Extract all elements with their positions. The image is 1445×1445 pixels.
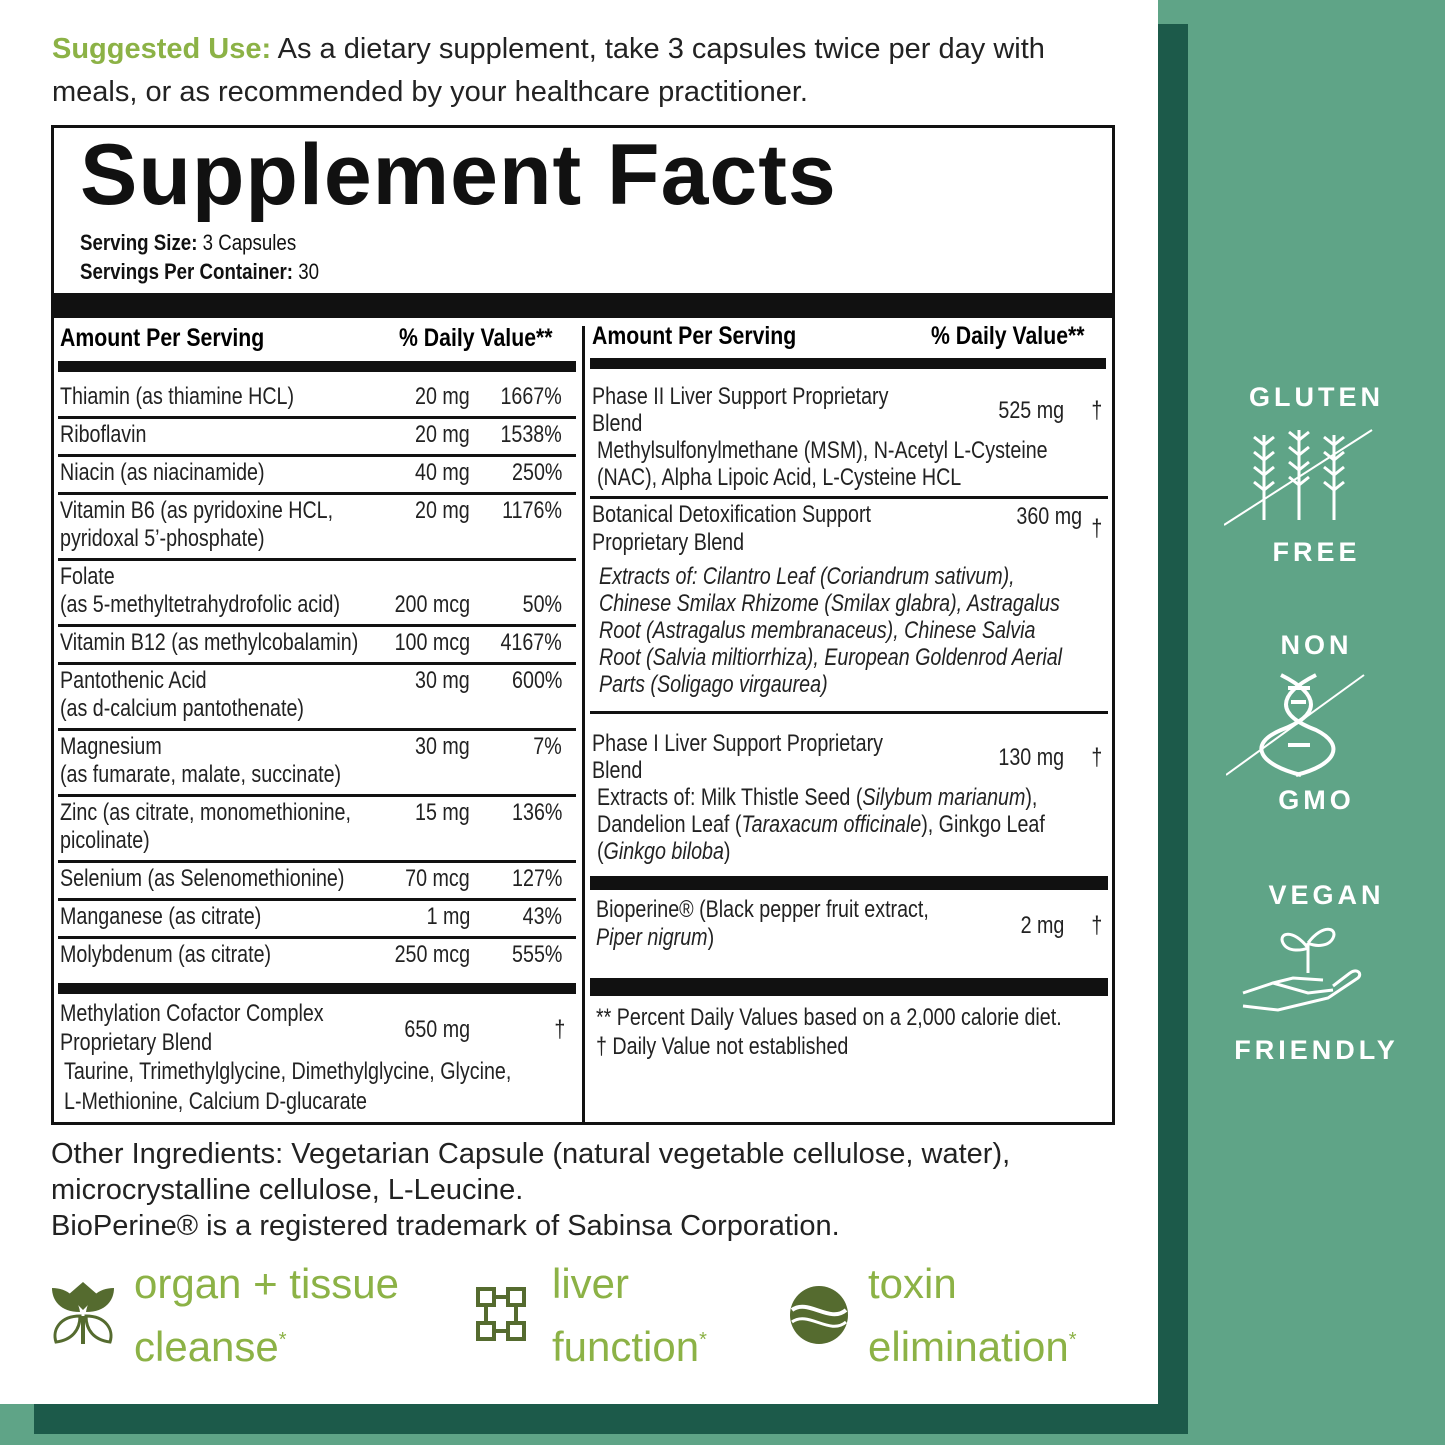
botanical-line: Parts (Soligago virgaurea) xyxy=(599,671,828,698)
nutrient-dv: 555% xyxy=(511,941,562,968)
nutrient-name: Thiamin (as thiamine HCL) xyxy=(60,383,295,410)
supplement-facts-panel xyxy=(51,125,1115,1125)
nutrient-amount: 1 mg xyxy=(426,903,470,930)
phase1-ingredients-line2: Dandelion Leaf (Taraxacum officinale), Ginkgo Leaf xyxy=(597,811,1045,838)
nutrient-amount: 15 mg xyxy=(415,799,470,826)
facts-title: Supplement Facts xyxy=(80,127,837,223)
nutrient-dv: 600% xyxy=(511,667,562,694)
bioperine-amount: 2 mg xyxy=(1020,912,1064,939)
phase1-ingredients-line1: Extracts of: Milk Thistle Seed (Silybum marianum), xyxy=(597,784,1038,811)
row-divider xyxy=(58,454,576,457)
bioperine-name2: Piper nigrum) xyxy=(596,924,715,951)
other-ingredients-text: Vegetarian Capsule (natural vegetable cellulose, water), microcrystalline cellulose, L-Leucine. xyxy=(51,1138,1011,1206)
nutrient-name-line2: (as d-calcium pantothenate) xyxy=(60,695,304,722)
nutrient-amount: 20 mg xyxy=(415,383,470,410)
nutrient-name: Vitamin B6 (as pyridoxine HCL, xyxy=(60,497,334,524)
nutrient-amount: 30 mg xyxy=(415,667,470,694)
methylation-amount: 650 mg xyxy=(404,1016,470,1043)
right-header-bar xyxy=(590,358,1106,369)
nutrient-dv: 43% xyxy=(522,903,562,930)
botanical-amount: 360 mg xyxy=(1016,503,1082,530)
dna-icon xyxy=(1226,670,1366,780)
bioperine-name: Bioperine® (Black pepper fruit extract, xyxy=(596,896,929,923)
phase1-dv: † xyxy=(1091,744,1102,771)
nutrient-amount: 30 mg xyxy=(415,733,470,760)
phase2-name2: Blend xyxy=(592,410,643,437)
nutrient-name: Riboflavin xyxy=(60,421,147,448)
hand-sprout-icon xyxy=(1238,918,1388,1018)
nutrient-dv: 1176% xyxy=(502,497,562,524)
serving-info xyxy=(80,228,319,286)
nutrient-dv: 250% xyxy=(511,459,562,486)
thick-divider xyxy=(54,293,1112,318)
bioperine-dv: † xyxy=(1091,912,1102,939)
nutrient-name-line2: picolinate) xyxy=(60,827,150,854)
nutrient-dv: 136% xyxy=(511,799,562,826)
liver-icon xyxy=(474,1285,528,1343)
divider xyxy=(590,496,1108,499)
nutrient-name-line2: (as 5-methyltetrahydrofolic acid) xyxy=(60,591,341,618)
methylation-ingredients2: L-Methionine, Calcium D-glucarate xyxy=(64,1088,367,1115)
left-header-amount: Amount Per Serving xyxy=(60,324,265,352)
left-header-bar xyxy=(58,361,576,372)
nutrient-name: Magnesium xyxy=(60,733,162,760)
other-ingredients xyxy=(51,1136,1121,1244)
nutrient-amount: 100 mcg xyxy=(394,629,470,656)
row-divider xyxy=(58,794,576,797)
footnote-daily-values: ** Percent Daily Values based on a 2,000 calorie diet. xyxy=(596,1004,1062,1031)
badge-gmo-top: NON xyxy=(1280,630,1353,660)
phase1-name: Phase I Liver Support Proprietary xyxy=(592,730,883,757)
divider xyxy=(590,711,1108,714)
row-divider xyxy=(58,728,576,731)
leaves-icon xyxy=(50,1280,116,1346)
nutrient-dv: 127% xyxy=(511,865,562,892)
footnote-dagger: † Daily Value not established xyxy=(596,1033,849,1060)
nutrient-amount: 40 mg xyxy=(415,459,470,486)
nutrient-name: Molybdenum (as citrate) xyxy=(60,941,272,968)
nutrient-name: Zinc (as citrate, monomethionine, xyxy=(60,799,351,826)
thick-divider xyxy=(590,978,1108,996)
nutrient-dv: 50% xyxy=(522,591,562,618)
trademark-note: BioPerine® is a registered trademark of Sabinsa Corporation. xyxy=(51,1210,840,1242)
nutrient-name-line2: pyridoxal 5’-phosphate) xyxy=(60,525,265,552)
badge-vegan-bottom: FRIENDLY xyxy=(1234,1035,1399,1065)
phase2-ingredients2: (NAC), Alpha Lipoic Acid, L-Cysteine HCL xyxy=(597,464,962,491)
row-divider xyxy=(58,898,576,901)
phase2-amount: 525 mg xyxy=(998,397,1064,424)
column-divider xyxy=(582,326,585,1122)
nutrient-amount: 20 mg xyxy=(415,497,470,524)
right-header-dv: % Daily Value** xyxy=(931,322,1085,350)
row-divider xyxy=(58,416,576,419)
nutrient-amount: 20 mg xyxy=(415,421,470,448)
serving-size-value: 3 Capsules xyxy=(197,230,297,255)
other-ingredients-label: Other Ingredients: xyxy=(51,1138,284,1170)
badge-vegan-top: VEGAN xyxy=(1268,880,1385,910)
servings-label: Servings Per Container: xyxy=(80,259,294,284)
nutrient-dv: 4167% xyxy=(500,629,562,656)
botanical-name2: Proprietary Blend xyxy=(592,529,745,556)
nutrient-name: Niacin (as niacinamide) xyxy=(60,459,265,486)
phase1-ingredients-line3: (Ginkgo biloba) xyxy=(597,838,731,865)
wheat-icon xyxy=(1224,425,1374,530)
methylation-ingredients: Taurine, Trimethylglycine, Dimethylglycine, Glycine, xyxy=(64,1058,512,1085)
methylation-name2: Proprietary Blend xyxy=(60,1029,213,1056)
row-divider xyxy=(58,936,576,939)
nutrient-name: Manganese (as citrate) xyxy=(60,903,262,930)
serving-size-label: Serving Size: xyxy=(80,230,198,255)
nutrient-name-line2: (as fumarate, malate, succinate) xyxy=(60,761,342,788)
right-header-amount: Amount Per Serving xyxy=(592,322,797,350)
nutrient-dv: 7% xyxy=(533,733,562,760)
nutrient-dv: 1538% xyxy=(500,421,562,448)
row-divider xyxy=(58,624,576,627)
badge-gluten-top: GLUTEN xyxy=(1249,382,1384,412)
nutrient-dv: 1667% xyxy=(500,383,562,410)
methylation-dv: † xyxy=(554,1016,565,1043)
nutrient-amount: 250 mcg xyxy=(394,941,470,968)
phase2-name: Phase II Liver Support Proprietary xyxy=(592,383,889,410)
phase2-dv: † xyxy=(1091,397,1102,424)
botanical-line: Root (Salvia miltiorrhiza), European Goldenrod Aerial xyxy=(599,644,1063,671)
row-divider xyxy=(58,492,576,495)
nutrient-amount: 70 mcg xyxy=(405,865,470,892)
methylation-name: Methylation Cofactor Complex xyxy=(60,1000,324,1027)
botanical-name: Botanical Detoxification Support xyxy=(592,501,871,528)
botanical-line: Chinese Smilax Rhizome (Smilax glabra), Astragalus xyxy=(599,590,1060,617)
botanical-line: Root (Astragalus membranaceus), Chinese Salvia xyxy=(599,617,1036,644)
nutrient-name: Pantothenic Acid xyxy=(60,667,207,694)
suggested-use xyxy=(52,28,1112,114)
row-divider xyxy=(58,860,576,863)
left-bottom-bar xyxy=(58,983,576,994)
benefit-organ-cleanse: organ + tissue cleanse* xyxy=(134,1260,400,1370)
left-header-dv: % Daily Value** xyxy=(399,324,553,352)
nutrient-name: Selenium (as Selenomethionine) xyxy=(60,865,345,892)
badge-gmo-bottom: GMO xyxy=(1278,785,1355,815)
badge-gluten-bottom: FREE xyxy=(1272,537,1361,567)
badge-sidebar xyxy=(1188,0,1445,1445)
benefit-liver-function: liver function* xyxy=(552,1260,707,1370)
nutrient-amount: 200 mcg xyxy=(394,591,470,618)
suggested-use-label: Suggested Use: xyxy=(52,33,272,65)
toxin-circle-icon xyxy=(788,1284,850,1346)
benefit-toxin-elimination: toxin elimination* xyxy=(868,1260,1077,1370)
phase1-name2: Blend xyxy=(592,757,643,784)
nutrient-name: Folate xyxy=(60,563,115,590)
servings-value: 30 xyxy=(293,259,320,284)
suggested-use-text: As a dietary supplement, take 3 capsules twice per day with meals, or as recommended by your healthcare practitioner. xyxy=(52,33,1045,108)
row-divider xyxy=(58,558,576,561)
thick-divider xyxy=(590,876,1108,890)
phase2-ingredients: Methylsulfonylmethane (MSM), N-Acetyl L-Cysteine xyxy=(597,437,1048,464)
botanical-line: Extracts of: Cilantro Leaf (Coriandrum sativum), xyxy=(599,563,1015,590)
nutrient-name: Vitamin B12 (as methylcobalamin) xyxy=(60,629,359,656)
phase1-amount: 130 mg xyxy=(998,744,1064,771)
botanical-dv: † xyxy=(1091,515,1102,542)
row-divider xyxy=(58,662,576,665)
